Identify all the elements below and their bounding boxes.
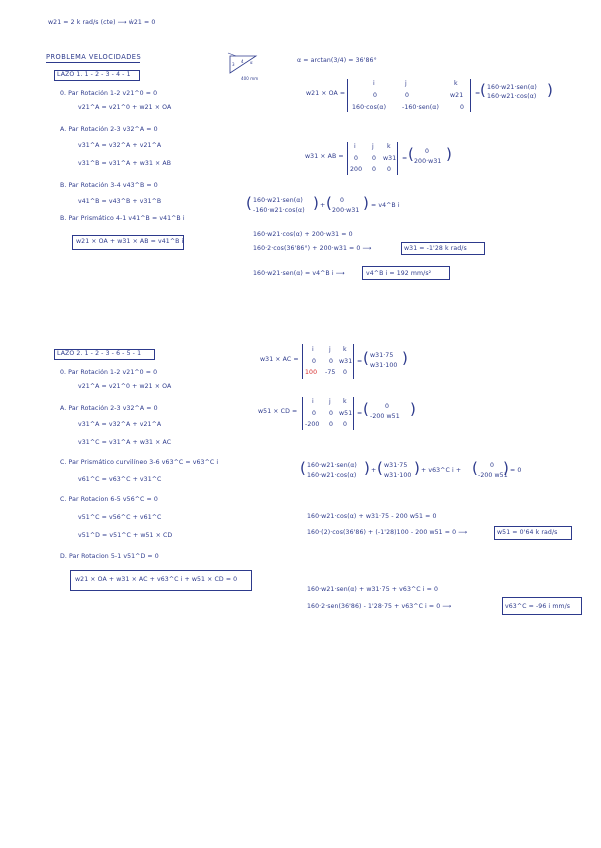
eq2-result: w31 = -1'28 k rad/s xyxy=(404,245,467,252)
eq5-result: w51 = 0'64 k rad/s xyxy=(497,529,558,536)
mat1-paren-r: ) xyxy=(547,81,553,99)
mat3-cell: 0 xyxy=(312,358,317,365)
mat4-paren-l: ( xyxy=(363,400,369,418)
mat2-cell: 0 xyxy=(354,155,359,162)
mat4-bar-left xyxy=(302,397,303,430)
mat2-cell: 0 xyxy=(387,166,392,173)
mat3-cell: w31 xyxy=(339,358,353,365)
sum1-a: -160·w21·cos(α) xyxy=(253,207,305,214)
lazo2-item: v61^C = v63^C + v31^C xyxy=(78,476,162,483)
sum1-rhs: = v4^B i xyxy=(371,202,400,209)
mat4-cell: 0 xyxy=(343,421,348,428)
lazo2-title: LAZO 2. 1 - 2 - 3 - 6 - 5 - 1 xyxy=(57,350,142,357)
eq6: 160·w21·sen(α) + w31·75 + v63^C i = 0 xyxy=(307,586,439,593)
eq7-result: v63^C = -96 i mm/s xyxy=(505,603,571,610)
mat2-lhs: w31 × AB = xyxy=(305,153,344,160)
lazo1-item: v21^A = v21^0 + w21 × OA xyxy=(78,104,172,111)
mat1-cell: i xyxy=(373,80,375,87)
sum2-c: 0 xyxy=(490,462,495,469)
mat3-cell: k xyxy=(343,346,347,353)
lazo1-boxed-text: w21 × OA + w31 × AB = v41^B i xyxy=(76,238,184,245)
lazo2-item: v51^D = v51^C + w51 × CD xyxy=(78,532,173,539)
lazo2-boxed-text: w21 × OA + w31 × AC + v63^C i + w51 × CD = 0 xyxy=(75,576,238,583)
eq5: 160·(2)·cos(36'86) + (-1'28)100 - 200 w51 = 0 ⟶ xyxy=(307,529,468,536)
sum2-rhs: = 0 xyxy=(510,467,522,474)
sum2-a: 160·w21·sen(α) xyxy=(307,462,357,469)
triangle-alpha: α xyxy=(250,60,253,65)
sum1-paren: ( xyxy=(246,194,252,212)
mat3-lhs: w31 × AC = xyxy=(260,356,299,363)
mat3-paren-r: ) xyxy=(402,349,408,367)
mat3-result: w31·100 xyxy=(370,362,398,369)
mat4-cell: k xyxy=(343,398,347,405)
sum2-c: -200 w51 xyxy=(478,472,508,479)
mat1-cell: 0 xyxy=(373,92,378,99)
sum1-paren: ) xyxy=(313,194,319,212)
mat1-cell: -160·sen(α) xyxy=(402,104,439,111)
lazo1-item: B. Par Prismático 4-1 v41^B = v41^B i xyxy=(60,215,185,222)
mat4-cell: w51 xyxy=(339,410,353,417)
mat2-cell: i xyxy=(354,143,356,150)
mat1-bar-right xyxy=(470,79,471,112)
lazo2-item: v51^C = v56^C + v61^C xyxy=(78,514,162,521)
mat2-cell: k xyxy=(387,143,391,150)
mat2-result: 200·w31 xyxy=(414,158,442,165)
mat3-result: w31·75 xyxy=(370,352,394,359)
mat2-paren-r: ) xyxy=(446,145,452,163)
eq3: 160·w21·sen(α) = v4^B i ⟶ xyxy=(253,270,345,277)
mat1-cell: j xyxy=(405,80,407,87)
sum1-paren: ) xyxy=(363,194,369,212)
sum2-a: 160·w21·cos(α) xyxy=(307,472,357,479)
lazo1-item: v31^A = v32^A + v21^A xyxy=(78,142,162,149)
mat3-cell: j xyxy=(329,346,331,353)
lazo1-item: v31^B = v31^A + w31 × AB xyxy=(78,160,172,167)
mat2-result: 0 xyxy=(425,148,430,155)
sum2-b: w31·75 xyxy=(384,462,408,469)
mat4-result: 0 xyxy=(385,403,390,410)
mat4-cell: 0 xyxy=(329,410,334,417)
mat1-bar-left xyxy=(347,79,348,112)
mat2-cell: 0 xyxy=(372,166,377,173)
mat3-bar-right xyxy=(353,344,354,379)
sum1-b: 200·w31 xyxy=(332,207,360,214)
lazo2-item: v31^C = v31^A + w31 × AC xyxy=(78,439,172,446)
problem-title: PROBLEMA VELOCIDADES xyxy=(46,53,142,61)
mat2-bar-right xyxy=(397,142,398,175)
eq1: 160·w21·cos(α) + 200·w31 = 0 xyxy=(253,231,353,238)
sum1-paren: ( xyxy=(326,194,332,212)
mat4-paren-r: ) xyxy=(410,400,416,418)
mat1-cell: 0 xyxy=(460,104,465,111)
lazo2-item: A. Par Rotación 2-3 v32^A = 0 xyxy=(60,405,158,412)
mat2-cell: j xyxy=(372,143,374,150)
sum2-paren: ( xyxy=(377,459,383,477)
sum1-plus: + xyxy=(320,202,326,209)
sum2-paren: ) xyxy=(503,459,509,477)
lazo2-item: 0. Par Rotación 1-2 v21^0 = 0 xyxy=(60,369,158,376)
mat3-cell: i xyxy=(312,346,314,353)
triangle-side: 3 xyxy=(232,62,235,67)
sum2-plus: + xyxy=(371,467,377,474)
mat4-bar-right xyxy=(353,397,354,430)
mat3-cell: 100 xyxy=(305,369,318,376)
mat4-eq: = xyxy=(357,410,363,417)
mat1-paren-l: ( xyxy=(480,81,486,99)
header-equation: w21 = 2 k rad/s (cte) ⟶ ẇ21 = 0 xyxy=(48,19,156,26)
mat2-eq: = xyxy=(402,155,408,162)
mat4-result: -200 w51 xyxy=(370,413,400,420)
mat3-cell: -75 xyxy=(325,369,336,376)
sum2-paren: ( xyxy=(300,459,306,477)
sum2-mid: + v63^C i + xyxy=(421,467,462,474)
lazo2-item: D. Par Rotacion 5-1 v51^D = 0 xyxy=(60,553,159,560)
mat2-bar-left xyxy=(347,142,348,175)
mat4-lhs: w51 × CD = xyxy=(258,408,298,415)
mat1-cell: 160·cos(α) xyxy=(352,104,387,111)
mat3-bar-left xyxy=(302,344,303,379)
mat2-cell: w31 xyxy=(383,155,397,162)
mat2-cell: 0 xyxy=(372,155,377,162)
sum2-paren: ) xyxy=(414,459,420,477)
triangle-bottom: 400 mm xyxy=(241,76,259,81)
lazo1-item: A. Par Rotación 2-3 v32^A = 0 xyxy=(60,126,158,133)
mat1-cell: w21 xyxy=(450,92,464,99)
title-underline xyxy=(46,62,140,63)
mat3-cell: 0 xyxy=(329,358,334,365)
mat4-cell: 0 xyxy=(312,410,317,417)
lazo2-item: v21^A = v21^0 + w21 × OA xyxy=(78,383,172,390)
mat2-paren-l: ( xyxy=(408,145,414,163)
lazo1-item: v41^B = v43^B + v31^B xyxy=(78,198,162,205)
mat2-cell: 200 xyxy=(350,166,363,173)
mat4-cell: j xyxy=(329,398,331,405)
lazo2-item: C. Par Rotacion 6-5 v56^C = 0 xyxy=(60,496,158,503)
lazo1-title: LAZO 1. 1 - 2 - 3 - 4 - 1 xyxy=(57,71,131,78)
triangle-hyp: 4 xyxy=(241,59,244,64)
mat1-cell: 0 xyxy=(405,92,410,99)
alpha-equation: α = arctan(3/4) = 36'86° xyxy=(297,57,377,64)
mat4-cell: 0 xyxy=(329,421,334,428)
lazo2-item: C. Par Prismático curvilíneo 3-6 v63^C = v63^C i xyxy=(60,459,219,466)
eq2: 160·2·cos(36'86°) + 200·w31 = 0 ⟶ xyxy=(253,245,372,252)
mat4-cell: i xyxy=(312,398,314,405)
lazo1-item: B. Par Rotación 3-4 v43^B = 0 xyxy=(60,182,158,189)
lazo2-item: v31^A = v32^A + v21^A xyxy=(78,421,162,428)
lazo1-item: 0. Par Rotación 1-2 v21^0 = 0 xyxy=(60,90,158,97)
mat3-cell: 0 xyxy=(343,369,348,376)
sum1-b: 0 xyxy=(340,197,345,204)
mat1-cell: k xyxy=(454,80,458,87)
eq3-result: v4^B i = 192 mm/s² xyxy=(366,270,432,277)
mat1-eq: = xyxy=(475,90,481,97)
sum2-b: w31·100 xyxy=(384,472,412,479)
eq7: 160·2·sen(36'86) - 1'28·75 + v63^C i = 0 ⟶ xyxy=(307,603,452,610)
sum2-paren: ) xyxy=(364,459,370,477)
mat1-result: 160·w21·sen(α) xyxy=(487,84,537,91)
mat3-eq: = xyxy=(357,358,363,365)
mat3-paren-l: ( xyxy=(363,349,369,367)
sum1-a: 160·w21·sen(α) xyxy=(253,197,303,204)
mat1-result: 160·w21·cos(α) xyxy=(487,93,537,100)
mat4-cell: -200 xyxy=(305,421,320,428)
mat1-lhs: w21 × OA = xyxy=(306,90,346,97)
sum2-paren: ( xyxy=(472,459,478,477)
eq4: 160·w21·cos(α) + w31·75 - 200 w51 = 0 xyxy=(307,513,437,520)
